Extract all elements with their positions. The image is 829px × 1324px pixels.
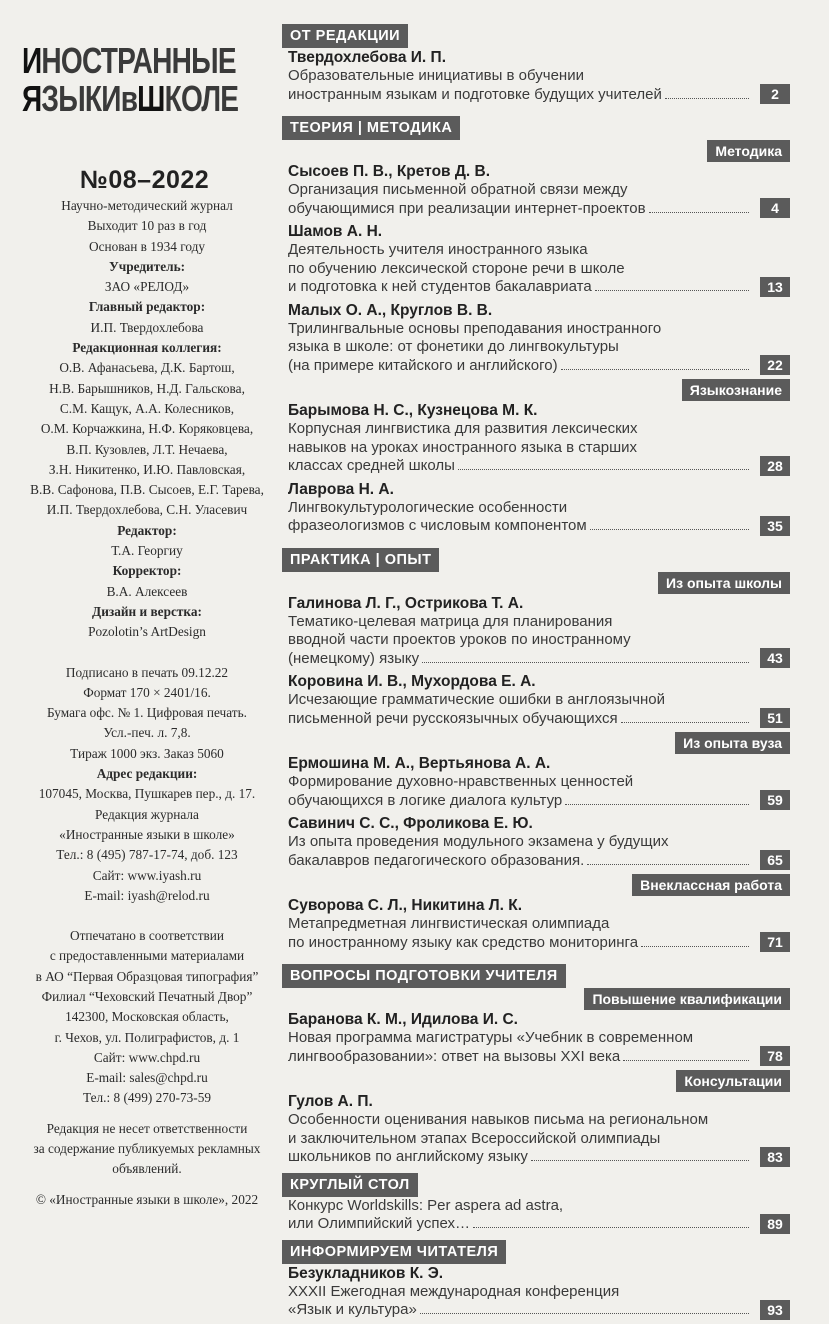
article-author: Галинова Л. Г., Острикова Т. А.: [288, 594, 524, 612]
article-author: Коровина И. В., Мухордова Е. А.: [288, 673, 536, 690]
imprint-line: объявлений.: [112, 1161, 182, 1177]
article-author: Безукладников К. Э.: [288, 1264, 444, 1282]
toc-entry[interactable]: [282, 301, 790, 376]
imprint-line: В.П. Кузовлев, Л.Т. Нечаева,: [66, 441, 228, 457]
section-title: ВОПРОСЫ ПОДГОТОВКИ УЧИТЕЛЯ: [282, 964, 566, 988]
imprint-line: 107045, Москва, Пушкарев пер., д. 17.: [38, 786, 256, 802]
imprint-line: Т.А. Георгиу: [111, 543, 183, 559]
imprint-line: Выходит 10 раз в год: [87, 218, 207, 234]
page-number: 2: [760, 84, 790, 104]
imprint-line: Подписано в печать 09.12.22: [65, 664, 229, 680]
article-title-line: классах средней школы: [288, 457, 752, 476]
leader-dots: [590, 529, 749, 530]
section-header: [282, 1173, 790, 1197]
article-title-line: иностранным языкам и подготовке будущих учителей: [288, 86, 752, 105]
article-author: Лаврова Н. А.: [288, 480, 394, 498]
article-title-line: бакалавров педагогического образования.: [288, 852, 752, 871]
article-author: Суворова С. Л., Никитина Л. К.: [288, 897, 523, 914]
toc-entry[interactable]: [282, 896, 790, 952]
leader-dots: [641, 946, 749, 947]
subsection-header: [282, 874, 790, 896]
leader-dots: [595, 290, 749, 291]
article-title-line: языка в школе: от фонетики до лингвокультуры: [288, 338, 619, 355]
imprint-line: Редакция не несет ответственности: [46, 1120, 248, 1136]
page-number: 22: [760, 355, 790, 375]
article-title-line: Организация письменной обратной связи между: [288, 181, 628, 198]
imprint-heading: Редакционная коллегия:: [72, 340, 222, 356]
imprint-line: О.В. Афанасьева, Д.К. Бартош,: [59, 360, 235, 376]
spacer: [282, 956, 790, 962]
toc-entry[interactable]: [282, 48, 790, 104]
page-number: 13: [760, 277, 790, 297]
section-header: [282, 24, 790, 48]
page-number: 78: [760, 1046, 790, 1066]
leader-dots: [458, 469, 749, 470]
leader-dots: [565, 804, 749, 805]
article-title-line: Корпусная лингвистика для развития лексических: [288, 420, 638, 437]
toc-entry[interactable]: [282, 222, 790, 297]
subsection-title: Повышение квалификации: [584, 988, 790, 1010]
article-title-line: школьников по английскому языку: [288, 1148, 752, 1167]
imprint-block: [12, 196, 282, 1210]
section-title: ИНФОРМИРУЕМ ЧИТАТЕЛЯ: [282, 1240, 506, 1264]
article-title-line: по обучению лексической стороне речи в школе: [288, 259, 625, 277]
article-title-line: фразеологизмов с числовым компонентом: [288, 517, 752, 536]
spacer: [12, 1180, 282, 1190]
page-number: 4: [760, 198, 790, 218]
article-title-line: Конкурс Worldskills: Per aspera ad astra,: [288, 1196, 564, 1214]
article-title-line: по иностранному языку как средство мониторинга: [288, 934, 752, 953]
article-title-line: Метапредметная лингвистическая олимпиада: [288, 915, 610, 932]
spacer: [12, 643, 282, 663]
subsection-title: Из опыта школы: [658, 572, 790, 594]
article-title-line: Особенности оценивания навыков письма на региональном: [288, 1111, 709, 1128]
toc-entry[interactable]: [282, 480, 790, 536]
article-title-line: Новая программа магистратуры «Учебник в современном: [288, 1029, 694, 1046]
article-title-line: и подготовка к ней студентов бакалавриата: [288, 278, 752, 297]
imprint-line: Бумага офс. № 1. Цифровая печать.: [46, 705, 247, 721]
subsection-header: [282, 379, 790, 401]
article-title-line: Трилингвальные основы преподавания иностранного: [288, 319, 662, 337]
spacer: [282, 540, 790, 546]
page-number: 51: [760, 708, 790, 728]
imprint-line: в АО “Первая Образцовая типография”: [35, 968, 259, 984]
article-title-line: Деятельность учителя иностранного языка: [288, 241, 588, 258]
toc-entry[interactable]: [282, 1197, 790, 1234]
imprint-line: Pozolotin’s ArtDesign: [88, 624, 206, 640]
article-author: Барымова Н. С., Кузнецова М. К.: [288, 402, 538, 419]
article-title-line: или Олимпийский успех…: [288, 1215, 752, 1234]
article-title-line: обучающимися при реализации интернет-проектов: [288, 200, 752, 219]
page-number: 35: [760, 516, 790, 536]
page-number: 71: [760, 932, 790, 952]
article-title-line: (на примере китайского и английского): [288, 357, 752, 376]
article-title-line: обучающихся в логике диалога культур: [288, 792, 752, 811]
imprint-line: Сайт: www.iyash.ru: [92, 867, 202, 883]
imprint-line: Филиал “Чеховский Печатный Двор”: [41, 988, 253, 1004]
imprint-line: З.Н. Никитенко, И.Ю. Павловская,: [48, 461, 246, 477]
toc-entry[interactable]: [282, 1264, 790, 1320]
leader-dots: [665, 98, 749, 99]
article-author: Савинич С. С., Фроликова Е. Ю.: [288, 815, 533, 832]
leader-dots: [420, 1313, 749, 1314]
article-title-line: вводной части проектов уроков по иностранному: [288, 631, 631, 648]
toc-entry[interactable]: [282, 814, 790, 870]
imprint-line: за содержание публикуемых рекламных: [33, 1141, 261, 1157]
imprint-line: E-mail: iyash@relod.ru: [84, 887, 210, 903]
section-header: [282, 116, 790, 140]
article-title-line: Исчезающие грамматические ошибки в англоязычной: [288, 691, 666, 708]
imprint-line: © «Иностранные языки в школе», 2022: [35, 1191, 259, 1207]
imprint-line: с предоставленными материалами: [49, 948, 245, 964]
article-title-line: и заключительном этапах Всероссийской олимпиады: [288, 1129, 661, 1147]
article-author: Сысоев П. В., Кретов Д. В.: [288, 163, 491, 180]
subsection-header: [282, 572, 790, 594]
article-author: Малых О. А., Круглов В. В.: [288, 301, 493, 319]
article-title-line: лингвообразовании»: ответ на вызовы XXI века: [288, 1048, 752, 1067]
leader-dots: [561, 369, 749, 370]
page-number: 89: [760, 1214, 790, 1234]
toc-entry[interactable]: [282, 1092, 790, 1167]
article-title-line: Лингвокультурологические особенности: [288, 498, 568, 516]
section-header: [282, 1240, 790, 1264]
imprint-line: И.П. Твердохлебова, С.Н. Уласевич: [46, 502, 248, 518]
subsection-title: Методика: [707, 140, 790, 162]
imprint-heading: Дизайн и верстка:: [92, 603, 202, 619]
leader-dots: [587, 864, 749, 865]
toc-entry[interactable]: [282, 672, 790, 728]
toc-entry[interactable]: [282, 754, 790, 810]
toc-entry[interactable]: [282, 1010, 790, 1066]
leader-dots: [422, 662, 749, 663]
imprint-line: Сайт: www.chpd.ru: [93, 1049, 201, 1065]
subsection-header: [282, 732, 790, 754]
leader-dots: [473, 1227, 749, 1228]
leader-dots: [649, 212, 749, 213]
imprint-heading: Редактор:: [117, 522, 177, 538]
article-title-line: Из опыта проведения модульного экзамена у будущих: [288, 833, 669, 850]
imprint-line: О.М. Корчажкина, Н.Ф. Коряковцева,: [40, 421, 254, 437]
section-header: [282, 964, 790, 988]
imprint-heading: Главный редактор:: [88, 299, 206, 315]
section-title: ОТ РЕДАКЦИИ: [282, 24, 408, 48]
toc-entry[interactable]: [282, 162, 790, 218]
article-title-line: навыков на уроках иностранного языка в старших: [288, 438, 638, 456]
spacer: [12, 906, 282, 926]
imprint-line: И.П. Твердохлебова: [90, 319, 204, 335]
article-author: Ермошина М. А., Вертьянова А. А.: [288, 755, 551, 772]
imprint-line: Н.В. Барышников, Н.Д. Гальскова,: [49, 380, 245, 396]
imprint-heading: Корректор:: [112, 563, 182, 579]
page-number: 93: [760, 1300, 790, 1320]
imprint-line: Редакция журнала: [95, 806, 199, 822]
imprint-line: г. Чехов, ул. Полиграфистов, д. 1: [54, 1029, 240, 1045]
section-title: ТЕОРИЯ | МЕТОДИКА: [282, 116, 460, 140]
imprint-line: Отпечатано в соответствии: [69, 928, 225, 944]
article-title-line: Образовательные инициативы в обучении: [288, 67, 584, 84]
toc-entry[interactable]: [282, 401, 790, 476]
page-number: 65: [760, 850, 790, 870]
imprint-line: В.А. Алексеев: [106, 583, 188, 599]
article-title-line: «Язык и культура»: [288, 1301, 752, 1320]
imprint-line: С.М. Кащук, А.А. Колесников,: [59, 400, 235, 416]
article-author: Баранова К. М., Идилова И. С.: [288, 1011, 518, 1028]
imprint-heading: Адрес редакции:: [96, 766, 198, 782]
leader-dots: [623, 1060, 749, 1061]
article-title-line: XXXII Ежегодная международная конференция: [288, 1282, 620, 1300]
subsection-header: [282, 988, 790, 1010]
article-author: Твердохлебова И. П.: [288, 49, 446, 66]
article-title-line: (немецкому) языку: [288, 650, 752, 669]
section-title: КРУГЛЫЙ СТОЛ: [282, 1173, 418, 1197]
subsection-header: [282, 140, 790, 162]
imprint-line: E-mail: sales@chpd.ru: [86, 1070, 208, 1086]
imprint-line: Тел.: 8 (499) 270-73-59: [83, 1090, 211, 1106]
subsection-header: [282, 1070, 790, 1092]
imprint-line: 142300, Московская область,: [65, 1009, 229, 1025]
section-header: [282, 548, 790, 572]
spacer: [282, 108, 790, 114]
table-of-contents: [282, 22, 790, 1324]
leader-dots: [531, 1160, 749, 1161]
article-title-line: Формирование духовно-нравственных ценностей: [288, 773, 634, 790]
article-author: Шамов А. Н.: [288, 223, 383, 240]
subsection-title: Из опыта вуза: [675, 732, 790, 754]
issue-number: №08–2022: [80, 166, 210, 194]
imprint-line: «Иностранные языки в школе»: [59, 826, 235, 842]
subsection-title: Консультации: [676, 1070, 790, 1092]
journal-logo: ИНОСТРАННЫЕ ЯЗЫКИвШКОЛЕ: [22, 40, 239, 119]
leader-dots: [621, 722, 749, 723]
imprint-line: Научно-методический журнал: [61, 198, 233, 213]
imprint-line: ЗАО «РЕЛОД»: [104, 279, 190, 295]
page-number: 59: [760, 790, 790, 810]
imprint-line: Формат 170 × 2401/16.: [83, 684, 211, 700]
subsection-title: Языкознание: [682, 379, 790, 401]
imprint-line: Усл.-печ. л. 7,8.: [103, 725, 191, 741]
page-number: 43: [760, 648, 790, 668]
toc-entry[interactable]: [282, 594, 790, 669]
subsection-title: Внеклассная работа: [632, 874, 790, 896]
page-number: 83: [760, 1147, 790, 1167]
imprint-heading: Учредитель:: [108, 258, 186, 274]
section-title: ПРАКТИКА | ОПЫТ: [282, 548, 439, 572]
spacer: [12, 1109, 282, 1119]
imprint-line: Тел.: 8 (495) 787-17-74, доб. 123: [56, 847, 238, 863]
article-title-line: письменной речи русскоязычных обучающихся: [288, 710, 752, 729]
imprint-line: Тираж 1000 экз. Заказ 5060: [70, 745, 224, 761]
page-number: 28: [760, 456, 790, 476]
imprint-column: [0, 0, 290, 1207]
article-author: Гулов А. П.: [288, 1093, 373, 1110]
imprint-line: Основан в 1934 году: [88, 238, 206, 254]
article-title-line: Тематико-целевая матрица для планирования: [288, 612, 613, 630]
imprint-line: В.В. Сафонова, П.В. Сысоев, Е.Г. Тарева,: [30, 482, 264, 498]
